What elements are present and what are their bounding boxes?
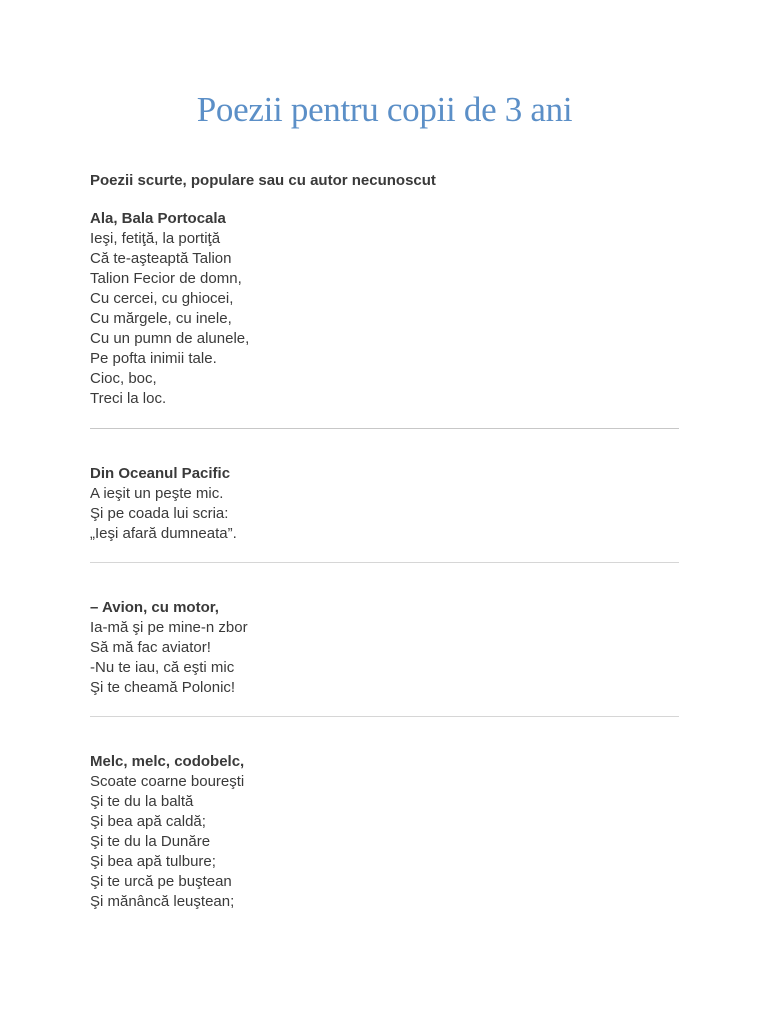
poem-line: -Nu te iau, că eşti mic	[90, 659, 235, 676]
poem-line: Talion Fecior de domn,	[90, 270, 242, 287]
poem-line: Să mă fac aviator!	[90, 639, 211, 656]
poem-title: Melc, melc, codobelc,	[90, 753, 245, 770]
poem-line: „Ieşi afară dumneata”.	[90, 525, 237, 542]
poem-line: Şi te cheamă Polonic!	[90, 679, 236, 696]
poem-line: Cu mărgele, cu inele,	[90, 310, 232, 327]
poem-ala-bala-portocala	[90, 209, 249, 409]
poem-line: Cioc, boc,	[90, 370, 157, 387]
poem-title: Ala, Bala Portocala	[90, 210, 226, 227]
poem-line: Şi bea apă tulbure;	[90, 853, 216, 870]
section-divider	[90, 428, 679, 429]
poem-line: Scoate coarne boureşti	[90, 773, 245, 790]
poem-melc-melc-codobelc	[90, 752, 244, 912]
poem-line: Şi te urcă pe buştean	[90, 873, 232, 890]
poem-line: Că te-aşteaptă Talion	[90, 250, 232, 267]
poem-avion-cu-motor	[90, 598, 248, 698]
section-divider	[90, 562, 679, 563]
poem-line: Ieşi, fetiţă, la portiţă	[90, 230, 221, 247]
poem-line: Şi bea apă caldă;	[90, 813, 206, 830]
poem-line: Şi te du la Dunăre	[90, 833, 211, 850]
poem-line: Şi te du la baltă	[90, 793, 194, 810]
poem-line: A ieşit un peşte mic.	[90, 485, 224, 502]
poem-title: – Avion, cu motor,	[90, 599, 219, 616]
poem-line: Cu cercei, cu ghiocei,	[90, 290, 234, 307]
poem-line: Treci la loc.	[90, 390, 167, 407]
document-title: Poezii pentru copii de 3 ani	[196, 90, 573, 129]
poem-line: Pe pofta inimii tale.	[90, 350, 217, 367]
poem-line: Şi mănâncă leuştean;	[90, 893, 235, 910]
section-divider	[90, 716, 679, 717]
poem-din-oceanul-pacific	[90, 464, 237, 544]
poem-line: Ia-mă şi pe mine-n zbor	[90, 619, 248, 636]
document-subtitle: Poezii scurte, populare sau cu autor necunoscut	[90, 172, 436, 189]
poem-line: Cu un pumn de alunele,	[90, 330, 250, 347]
poem-line: Şi pe coada lui scria:	[90, 505, 229, 522]
poem-title: Din Oceanul Pacific	[90, 465, 231, 482]
